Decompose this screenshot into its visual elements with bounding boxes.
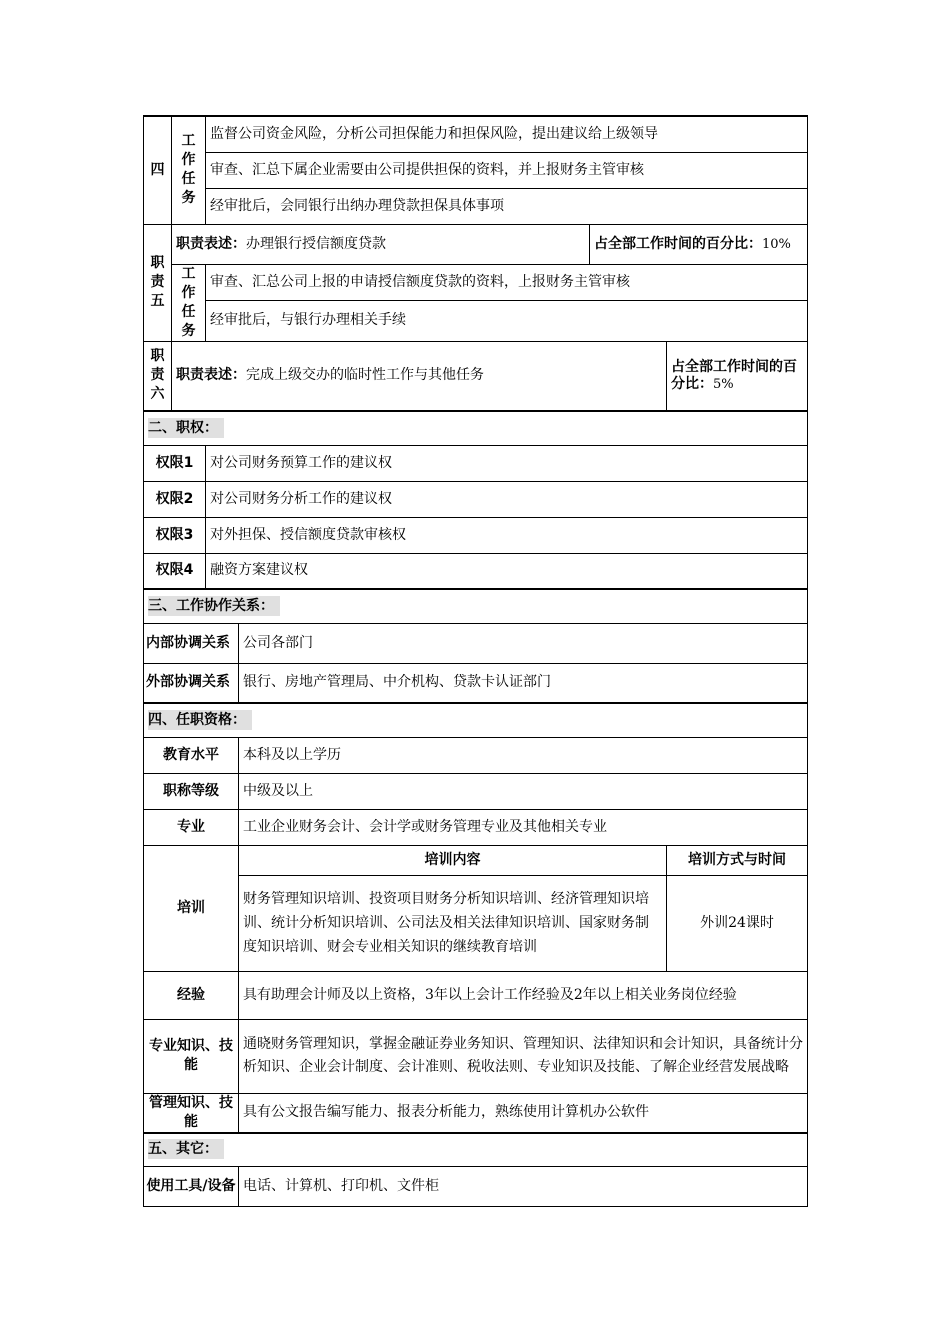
tools-value: 电话、计算机、打印机、文件柜 [239,1167,808,1207]
authority-row [144,517,808,553]
education-label: 教育水平 [144,737,239,773]
duty6-pct-label: 占全部工作时间的百分比： [671,358,797,392]
internal-coord-row [144,623,808,663]
authority-label: 权限2 [144,481,206,517]
internal-coord-label: 内部协调关系 [144,623,239,663]
duty5-desc [172,224,590,264]
mgmt-label: 管理知识、技能 [144,1093,239,1133]
skills-value: 通晓财务管理知识，掌握金融证券业务知识、管理知识、法律知识和会计知识，具备统计分析知识、企业会计制度、会计准则、税收法则、专业知识及技能、了解企业经营发展战略 [239,1019,808,1093]
training-content: 财务管理知识培训、投资项目财务分析知识培训、经济管理知识培训、统计分析知识培训、公司法及相关法律知识培训、国家财务制度知识培训、财会专业相关知识的继续教育培训 [239,875,667,971]
duty6-pct [667,341,808,411]
major-row [144,809,808,845]
authority-label: 权限3 [144,517,206,553]
experience-value: 具有助理会计师及以上资格，3年以上会计工作经验及2年以上相关业务岗位经验 [239,971,808,1019]
skills-label: 专业知识、技能 [144,1019,239,1093]
section2-title: 二、职权： [144,411,808,445]
duty4-task-label: 工 作 任 务 [172,116,206,224]
duty5-pct-label: 占全部工作时间的百分比： [594,235,762,252]
duty4-task-row [144,116,808,152]
duty4-task-row [144,152,808,188]
duty5-task-label: 工 作 任 务 [172,264,206,341]
experience-row [144,971,808,1019]
mgmt-row [144,1093,808,1133]
job-description-table [143,115,808,1207]
authority-row [144,445,808,481]
skills-row [144,1019,808,1093]
section3-title: 三、工作协作关系： [144,589,808,623]
external-coord-value: 银行、房地产管理局、中介机构、贷款卡认证部门 [239,663,808,703]
job-description-sheet [143,115,807,1207]
section4-title: 四、任职资格： [144,703,808,737]
training-method: 外训24课时 [667,875,808,971]
authority-value: 对外担保、授信额度贷款审核权 [206,517,808,553]
duty4-task: 经审批后，会同银行出纳办理贷款担保具体事项 [206,188,808,224]
tools-row [144,1167,808,1207]
duty5-task-row [144,264,808,300]
duty4-task-row [144,188,808,224]
duty5-desc-row [144,224,808,264]
duty5-task: 经审批后，与银行办理相关手续 [206,300,808,341]
duty4-task: 监督公司资金风险，分析公司担保能力和担保风险，提出建议给上级领导 [206,116,808,152]
title-level-value: 中级及以上 [239,773,808,809]
external-coord-label: 外部协调关系 [144,663,239,703]
section2-header [144,411,808,445]
section5-header [144,1133,808,1167]
internal-coord-value: 公司各部门 [239,623,808,663]
training-content-header: 培训内容 [239,845,667,875]
authority-row [144,481,808,517]
duty5-pct [590,224,808,264]
title-level-label: 职称等级 [144,773,239,809]
authority-label: 权限1 [144,445,206,481]
authority-value: 融资方案建议权 [206,553,808,589]
duty4-task: 审查、汇总下属企业需要由公司提供担保的资料，并上报财务主管审核 [206,152,808,188]
training-row [144,875,808,971]
major-value: 工业企业财务会计、会计学或财务管理专业及其他相关专业 [239,809,808,845]
authority-value: 对公司财务预算工作的建议权 [206,445,808,481]
training-label: 培训 [144,845,239,971]
training-method-header: 培训方式与时间 [667,845,808,875]
section3-header [144,589,808,623]
duty5-task-row [144,300,808,341]
tools-label: 使用工具/设备 [144,1167,239,1207]
section4-header [144,703,808,737]
authority-row [144,553,808,589]
duty5-task: 审查、汇总公司上报的申请授信额度贷款的资料，上报财务主管审核 [206,264,808,300]
major-label: 专业 [144,809,239,845]
authority-value: 对公司财务分析工作的建议权 [206,481,808,517]
experience-label: 经验 [144,971,239,1019]
external-coord-row [144,663,808,703]
duty6-pct-value: 5% [713,376,734,392]
duty5-desc-text: 办理银行授信额度贷款 [246,235,386,252]
duty5-pct-value: 10% [762,236,791,252]
duty4-number: 四 [144,116,172,224]
duty6-row [144,341,808,411]
duty6-desc-label: 职责表述： [176,367,246,384]
duty5-desc-label: 职责表述： [176,235,246,252]
duty6-desc [172,341,667,411]
title-level-row [144,773,808,809]
mgmt-value: 具有公文报告编写能力、报表分析能力，熟练使用计算机办公软件 [239,1093,808,1133]
duty6-label: 职 责 六 [144,341,172,411]
education-value: 本科及以上学历 [239,737,808,773]
education-row [144,737,808,773]
authority-label: 权限4 [144,553,206,589]
section5-title: 五、其它： [144,1133,808,1167]
training-header-row [144,845,808,875]
duty6-desc-text: 完成上级交办的临时性工作与其他任务 [246,367,484,384]
duty5-label: 职 责 五 [144,224,172,341]
